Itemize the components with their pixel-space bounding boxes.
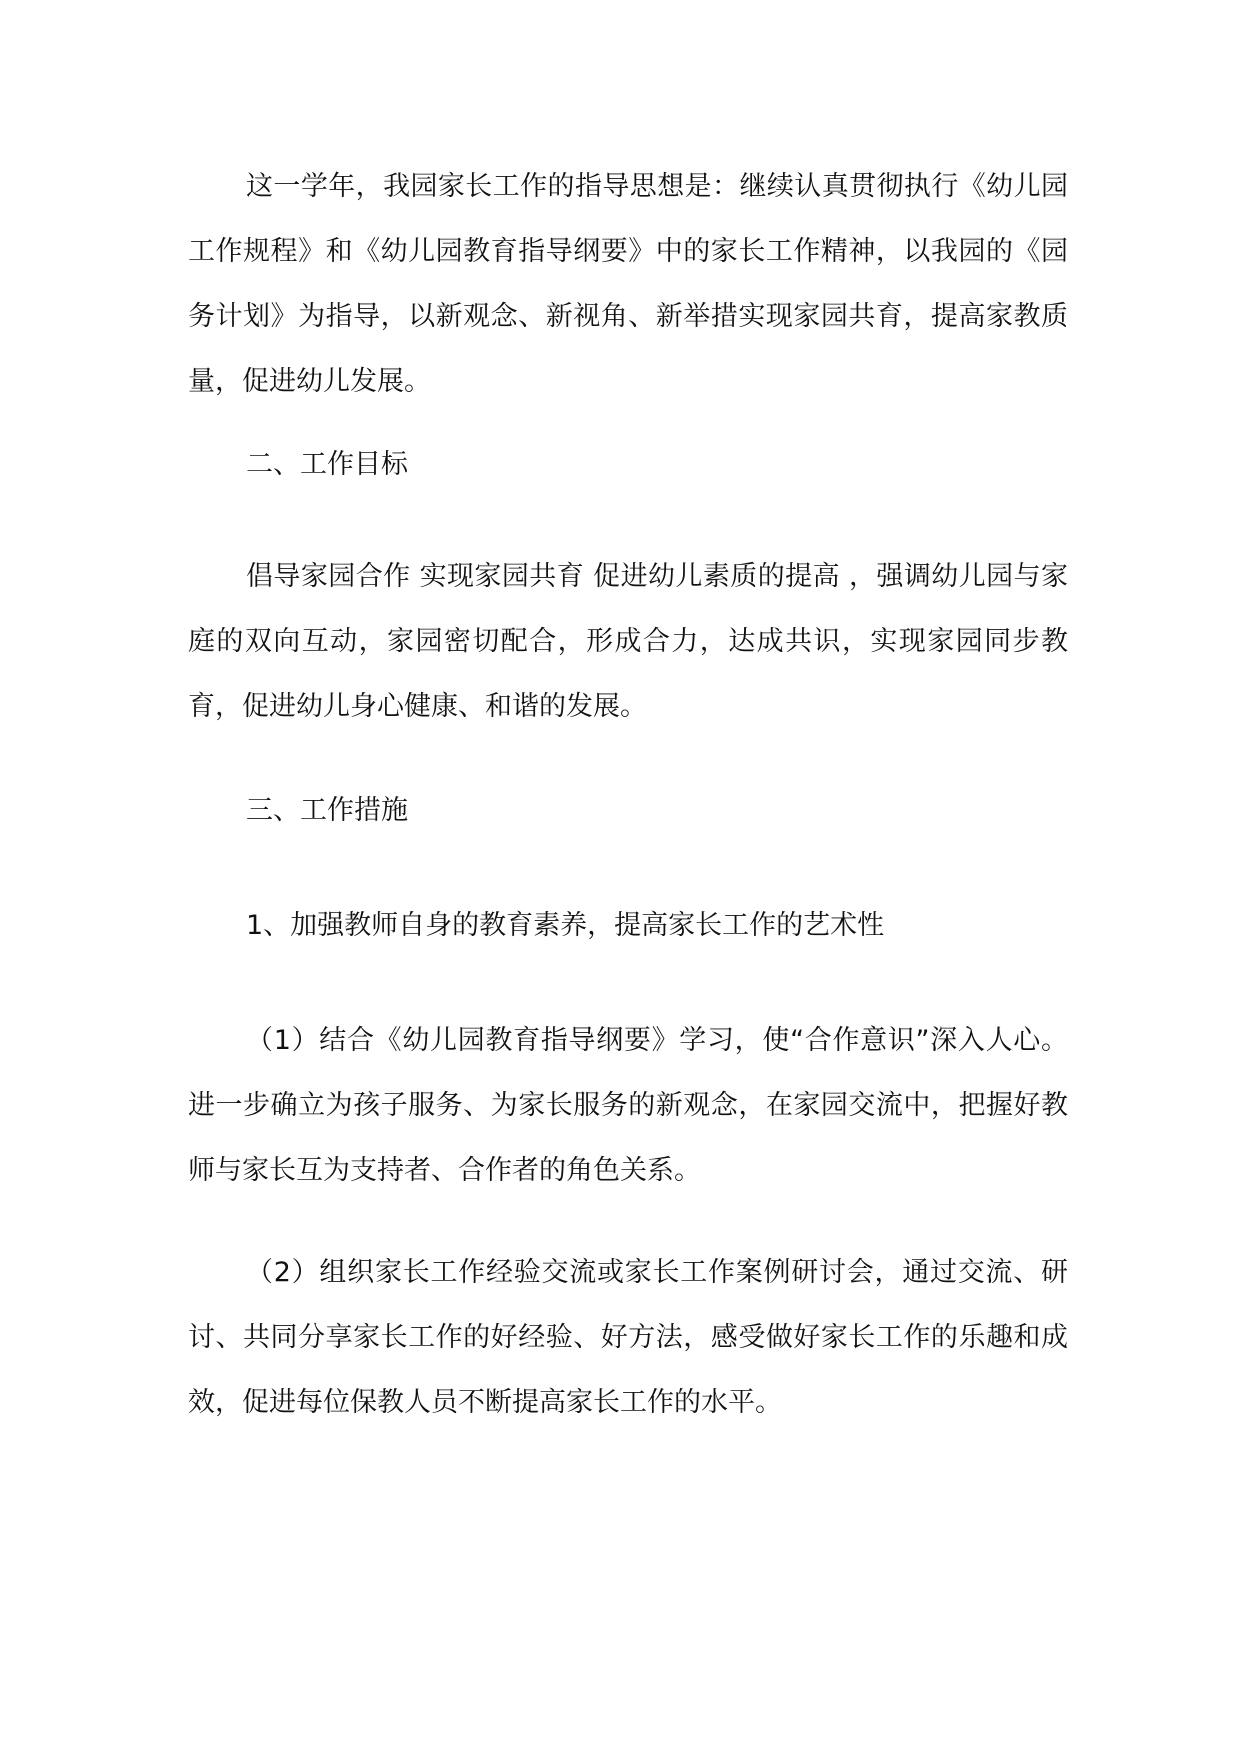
measure-1-item-1-paragraph: （1）结合《幼儿园教育指导纲要》学习，使“合作意识”深入人心。进一步确立为孩子服务、为家长服务的新观念，在家园交流中，把握好教师与家长互为支持者、合作者的角色关系。	[188, 1025, 1068, 1186]
measure-1-item-2-paragraph: （2）组织家长工作经验交流或家长工作案例研讨会，通过交流、研讨、共同分享家长工作的好经验、好方法，感受做好家长工作的乐趣和成效，促进每位保教人员不断提高家长工作的水平。	[188, 1257, 1068, 1418]
measure-1-heading: 1、加强教师自身的教育素养，提高家长工作的艺术性	[246, 910, 885, 941]
section-heading-measures: 三、工作措施	[246, 795, 408, 826]
guiding-thought-paragraph: 这一学年，我园家长工作的指导思想是：继续认真贯彻执行《幼儿园工作规程》和《幼儿园教育指导纲要》中的家长工作精神，以我园的《园务计划》为指导，以新观念、新视角、新举措实现家园共育，提高家教质量，促进幼儿发展。	[188, 171, 1068, 397]
goals-paragraph: 倡导家园合作 实现家园共育 促进幼儿素质的提高 ，强调幼儿园与家庭的双向互动，家园密切配合，形成合力，达成共识，实现家园同步教育，促进幼儿身心健康、和谐的发展。	[188, 561, 1068, 722]
section-heading-goals: 二、工作目标	[246, 449, 408, 480]
